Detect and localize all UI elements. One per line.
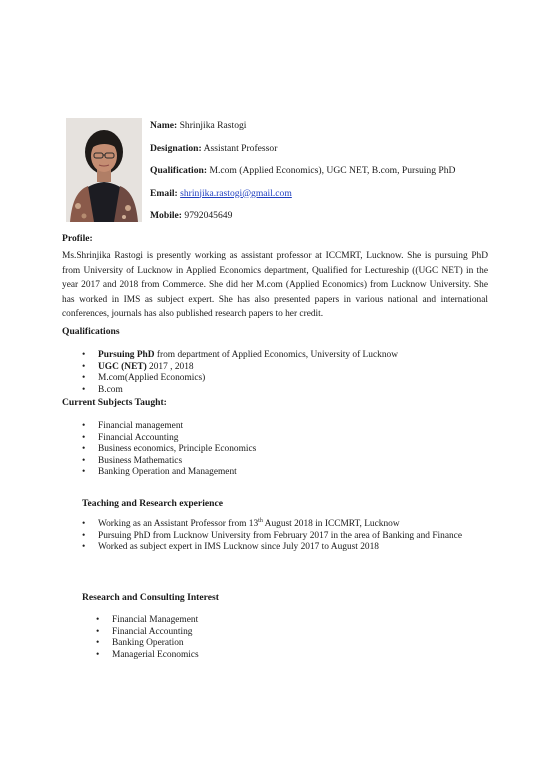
designation-row	[150, 143, 455, 166]
bullet-icon: •	[82, 373, 86, 383]
research-list	[96, 615, 199, 661]
teaching-list	[82, 519, 462, 554]
bullet-icon: •	[82, 361, 86, 372]
name-row	[150, 120, 455, 143]
profile-heading: Profile:	[62, 233, 93, 244]
list-item: • M.com(Applied Economics)	[82, 373, 206, 383]
bullet-icon: •	[82, 455, 86, 466]
bullet-icon: •	[96, 626, 100, 637]
bullet-icon: •	[82, 350, 86, 360]
bullet-icon: •	[82, 432, 86, 443]
bullet-icon: •	[82, 444, 86, 454]
email-row	[150, 188, 455, 211]
bullet-icon: •	[82, 530, 86, 541]
list-item: • Pursuing PhD from department of Applied Economics, University of Lucknow	[82, 350, 398, 360]
bullet-icon: •	[82, 467, 86, 477]
name-label: Name:	[150, 120, 178, 131]
list-item: • Financial Accounting	[96, 626, 193, 637]
designation-value: Assistant Professor	[203, 142, 278, 154]
teaching-heading: Teaching and Research experience	[82, 498, 223, 509]
research-heading: Research and Consulting Interest	[82, 592, 219, 603]
bullet-icon: •	[82, 421, 86, 431]
list-item: • Financial management	[82, 421, 184, 431]
bullet-icon: •	[82, 519, 86, 529]
list-item: • Worked as subject expert in IMS Lucknow since July 2017 to August 2018	[82, 542, 379, 552]
email-label: Email:	[150, 187, 178, 199]
list-item: • Business economics, Principle Economics	[82, 444, 257, 454]
list-item: • Pursuing PhD from Lucknow University from February 2017 in the area of Banking and Finance	[82, 530, 462, 541]
mobile-value: 9792045649	[184, 210, 233, 221]
list-item: • Managerial Economics	[96, 649, 199, 660]
list-item: • Financial Accounting	[82, 432, 179, 443]
list-item: • Banking Operation and Management	[82, 467, 237, 477]
qualification-value: M.com (Applied Economics), UGC NET, B.com, Pursuing PhD	[209, 165, 456, 176]
qualifications-list	[82, 350, 398, 396]
profile-photo	[66, 118, 142, 222]
qualifications-heading: Qualifications	[62, 326, 120, 337]
bullet-icon: •	[96, 638, 100, 648]
mobile-label: Mobile:	[150, 210, 182, 221]
list-item: • Working as an Assistant Professor from 13th August 2018 in ICCMRT, Lucknow	[82, 517, 400, 529]
mobile-row	[150, 210, 455, 233]
bullet-icon: •	[96, 615, 100, 625]
bullet-icon: •	[82, 542, 86, 552]
list-item: • Financial Management	[96, 615, 199, 625]
bullet-icon: •	[82, 384, 86, 395]
qualification-row	[150, 165, 455, 188]
list-item: • UGC (NET) 2017 , 2018	[82, 361, 194, 372]
list-item: • Banking Operation	[96, 638, 184, 648]
subjects-heading: Current Subjects Taught:	[62, 397, 167, 408]
subjects-list	[82, 421, 256, 479]
list-item: • Business Mathematics	[82, 455, 183, 466]
designation-label: Designation:	[150, 142, 202, 154]
name-value: Shrinjika Rastogi	[179, 120, 247, 131]
bullet-icon: •	[96, 649, 100, 660]
contact-info	[150, 120, 455, 233]
email-link[interactable]: shrinjika.rastogi@gmail.com	[180, 187, 292, 199]
profile-paragraph: Ms.Shrinjika Rastogi is presently working as assistant professor at ICCMRT, Lucknow. She is pursuing PhD from University of Lucknow in Applied Economics department, Qualified for Lectureship ((UGC NET) in the year 2017 and 2018 from Commerce. She did her M.com (Applied Economics) from Lucknow University. She has worked in IMS as subject expert. She has also presented papers in various national and international conferences, journals has also published research papers to her credit.	[62, 251, 488, 319]
list-item: • B.com	[82, 384, 123, 395]
qualification-label: Qualification:	[150, 165, 208, 176]
